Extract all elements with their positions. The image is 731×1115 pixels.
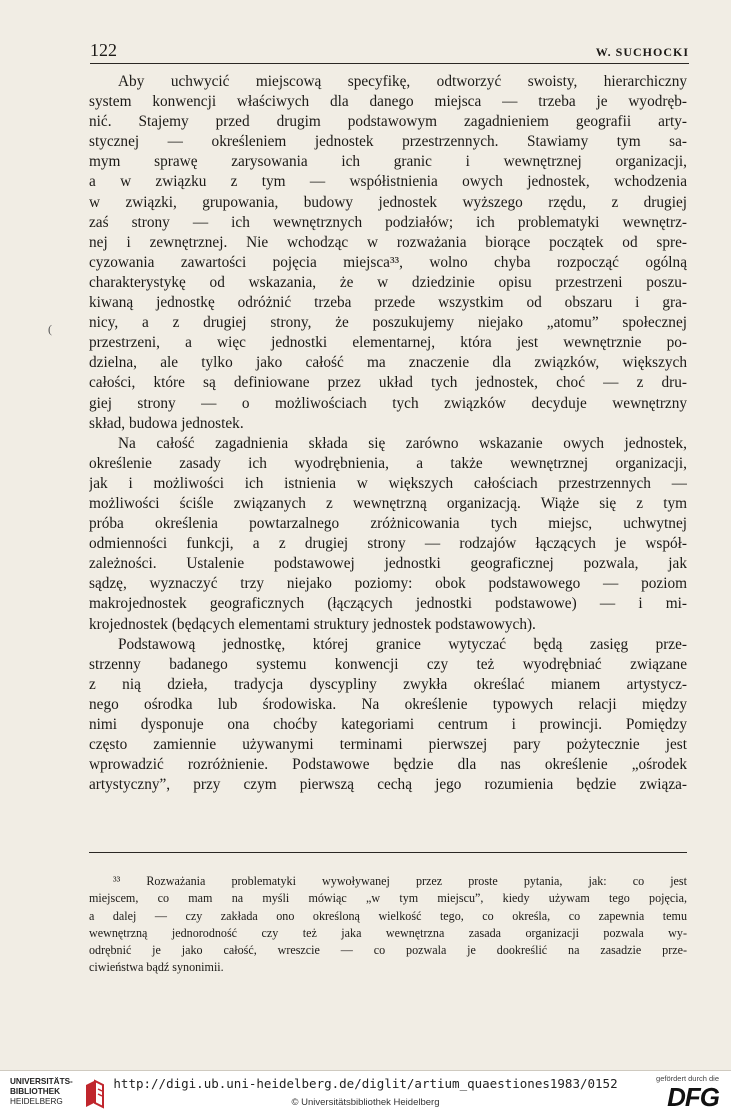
text-line: strzenny badanego systemu konwencji czy też wyodrębniać związane: [89, 655, 687, 673]
footnote-line: ³³ Rozważania problematyki wywoływanej przez proste pytania, jak: co jest: [113, 874, 687, 888]
text-line: z nią dzieła, tradycja dyscypliny zwykła określać mianem artystycz-: [89, 675, 687, 693]
text-line: kiwaną jednostkę odróżnić trzeba przede wszystkim od obszaru i gra-: [89, 294, 687, 312]
viewer-footer: [0, 1070, 731, 1115]
text-line: stycznej — określeniem jednostek przestrzennych. Stawiamy tym sa-: [89, 133, 687, 151]
text-line: dzielna, ale tylko jako całość ma znaczenie dla związków, większych: [89, 354, 687, 372]
copyright-notice: © Universitätsbibliothek Heidelberg: [291, 1097, 440, 1108]
text-line: giej strony — o możliwościach tych związków decyduje wewnętrzny: [89, 394, 687, 412]
text-line: wprowadzić rozróżnienie. Podstawowe będzie dla nas określenie „ośrodek: [89, 756, 687, 774]
text-line: mym sprawę zarysowania ich granic i wewnętrznej organizacji,: [89, 153, 687, 171]
text-line: określenie zasady ich wyodrębnienia, a także wewnętrznej organizacji,: [89, 454, 687, 472]
text-line: a w związku z tym — współistnienia owych jednostek, wchodzenia: [89, 173, 687, 191]
text-line: nej i zewnętrznej. Nie wchodząc w rozważania biorące początek od spre-: [89, 233, 687, 251]
text-line: jak i możliwości ich istnienia w większych całościach przestrzennych —: [89, 474, 687, 492]
footnotes: [89, 873, 687, 977]
library-name-line2: BIBLIOTHEK: [10, 1087, 61, 1096]
text-line: próba określenia powtarzalnego zróżnicowania tych miejsc, uchwytnej: [89, 515, 687, 533]
text-line: odmienności funkcji, a z drugiej strony — rodzajów łączących je współ-: [89, 535, 687, 553]
text-line: możliwości ściśle związanych z wewnętrzną organizacją. Wiąże się z tym: [89, 494, 687, 512]
footnote-line: miejscem, co mam na myśli mówiąc „w tym miejscu”, kiedy używam tego pojęcia,: [89, 891, 687, 906]
text-line: Na całość zagadnienia składa się zarówno wskazanie owych jednostek,: [118, 434, 687, 452]
text-line: w związki, grupowania, budowy jednostek wyższego rzędu, z drugiej: [89, 193, 687, 211]
dfg-logo-text: DFG: [667, 1082, 719, 1112]
text-line: zaś strony — ich wewnętrznych podziałów; ich problematyki wewnętrz-: [89, 213, 687, 231]
footnote-line: ciwieństwa bądź synonimii.: [89, 960, 224, 975]
text-line: przestrzeni, a więc jednostki elementarnej, która jest wewnętrznie po-: [89, 334, 687, 352]
text-line: często zamiennie używanymi terminami pierwszej pary pożytecznie jest: [89, 736, 687, 754]
text-line: sądzę, wyznaczyć trzy niejako poziomy: obok podstawowego — poziom: [89, 575, 687, 593]
page-number: 122: [90, 40, 117, 60]
page-header: [90, 38, 689, 64]
text-line: całości, które są definiowane przez układ tych jednostek, choć — z dru-: [89, 374, 687, 392]
body-text: [89, 72, 687, 795]
document-url-link[interactable]: http://digi.ub.uni-heidelberg.de/diglit/artium_quaestiones1983/0152: [113, 1076, 618, 1091]
text-line: charakterystykę od wskazania, że w dziedzinie opisu przestrzeni poszu-: [89, 273, 687, 291]
footnote-line: a dalej — czy zakłada ono określoną wielkość tego, co określa, co zapewnia temu: [89, 908, 687, 923]
text-line: krojednostek (będących elementami struktury jednostek podstawowych).: [89, 615, 536, 633]
text-line: nicy, a z drugiej strony, że poszukujemy niejako „atomu” społecznej: [89, 314, 687, 332]
running-head: W. SUCHOCKI: [595, 45, 689, 59]
library-name-line3: HEIDELBERG: [10, 1097, 63, 1106]
dfg-caption: gefördert durch die: [656, 1074, 719, 1083]
text-line: skład, budowa jednostek.: [89, 414, 244, 432]
footnote-rule: [89, 852, 687, 853]
text-line: Aby uchwycić miejscową specyfikę, odtworzyć swoisty, hierarchiczny: [118, 73, 687, 90]
text-line: nego ośrodka lub środowiska. Na określenie typowych relacji między: [89, 695, 687, 713]
text-line: makrojednostek geograficznych (łączących jednostki podstawowe) — i mi-: [89, 595, 687, 613]
text-line: system konwencji właściwych dla danego miejsca — trzeba je wyodręb-: [89, 93, 687, 111]
library-name-line1: UNIVERSITÄTS-: [10, 1077, 73, 1086]
text-line: nić. Stajemy przed drugim podstawowym zagadnieniem geografii arty-: [89, 113, 687, 131]
text-line: cyzowania zawartości pojęcia miejsca³³, wolno chyba rozpocząć ogólną: [89, 253, 687, 271]
dfg-logo[interactable]: [619, 1074, 719, 1112]
text-line: nimi dysponuje ona choćby kategoriami centrum i prowincji. Pomiędzy: [89, 716, 687, 733]
footnote-line: odrębnić je jako całość, wreszcie — co pozwala je dookreślić na zasadzie prze-: [89, 943, 687, 958]
header-rule: [90, 63, 689, 64]
text-line: zależności. Ustalenie podstawowej jednostki geograficznej pozwala, jak: [89, 555, 687, 573]
text-line: artystyczny”, przy czym pierwszą cechą jego rozumienia będzie związa-: [89, 776, 687, 794]
margin-mark: (: [48, 322, 52, 336]
footnote-line: wewnętrzną jednorodność czy też jaka wewnętrzna zasada organizacji pozwala wy-: [89, 925, 687, 940]
text-line: Podstawową jednostkę, której granice wytyczać będą zasięg prze-: [118, 635, 687, 653]
